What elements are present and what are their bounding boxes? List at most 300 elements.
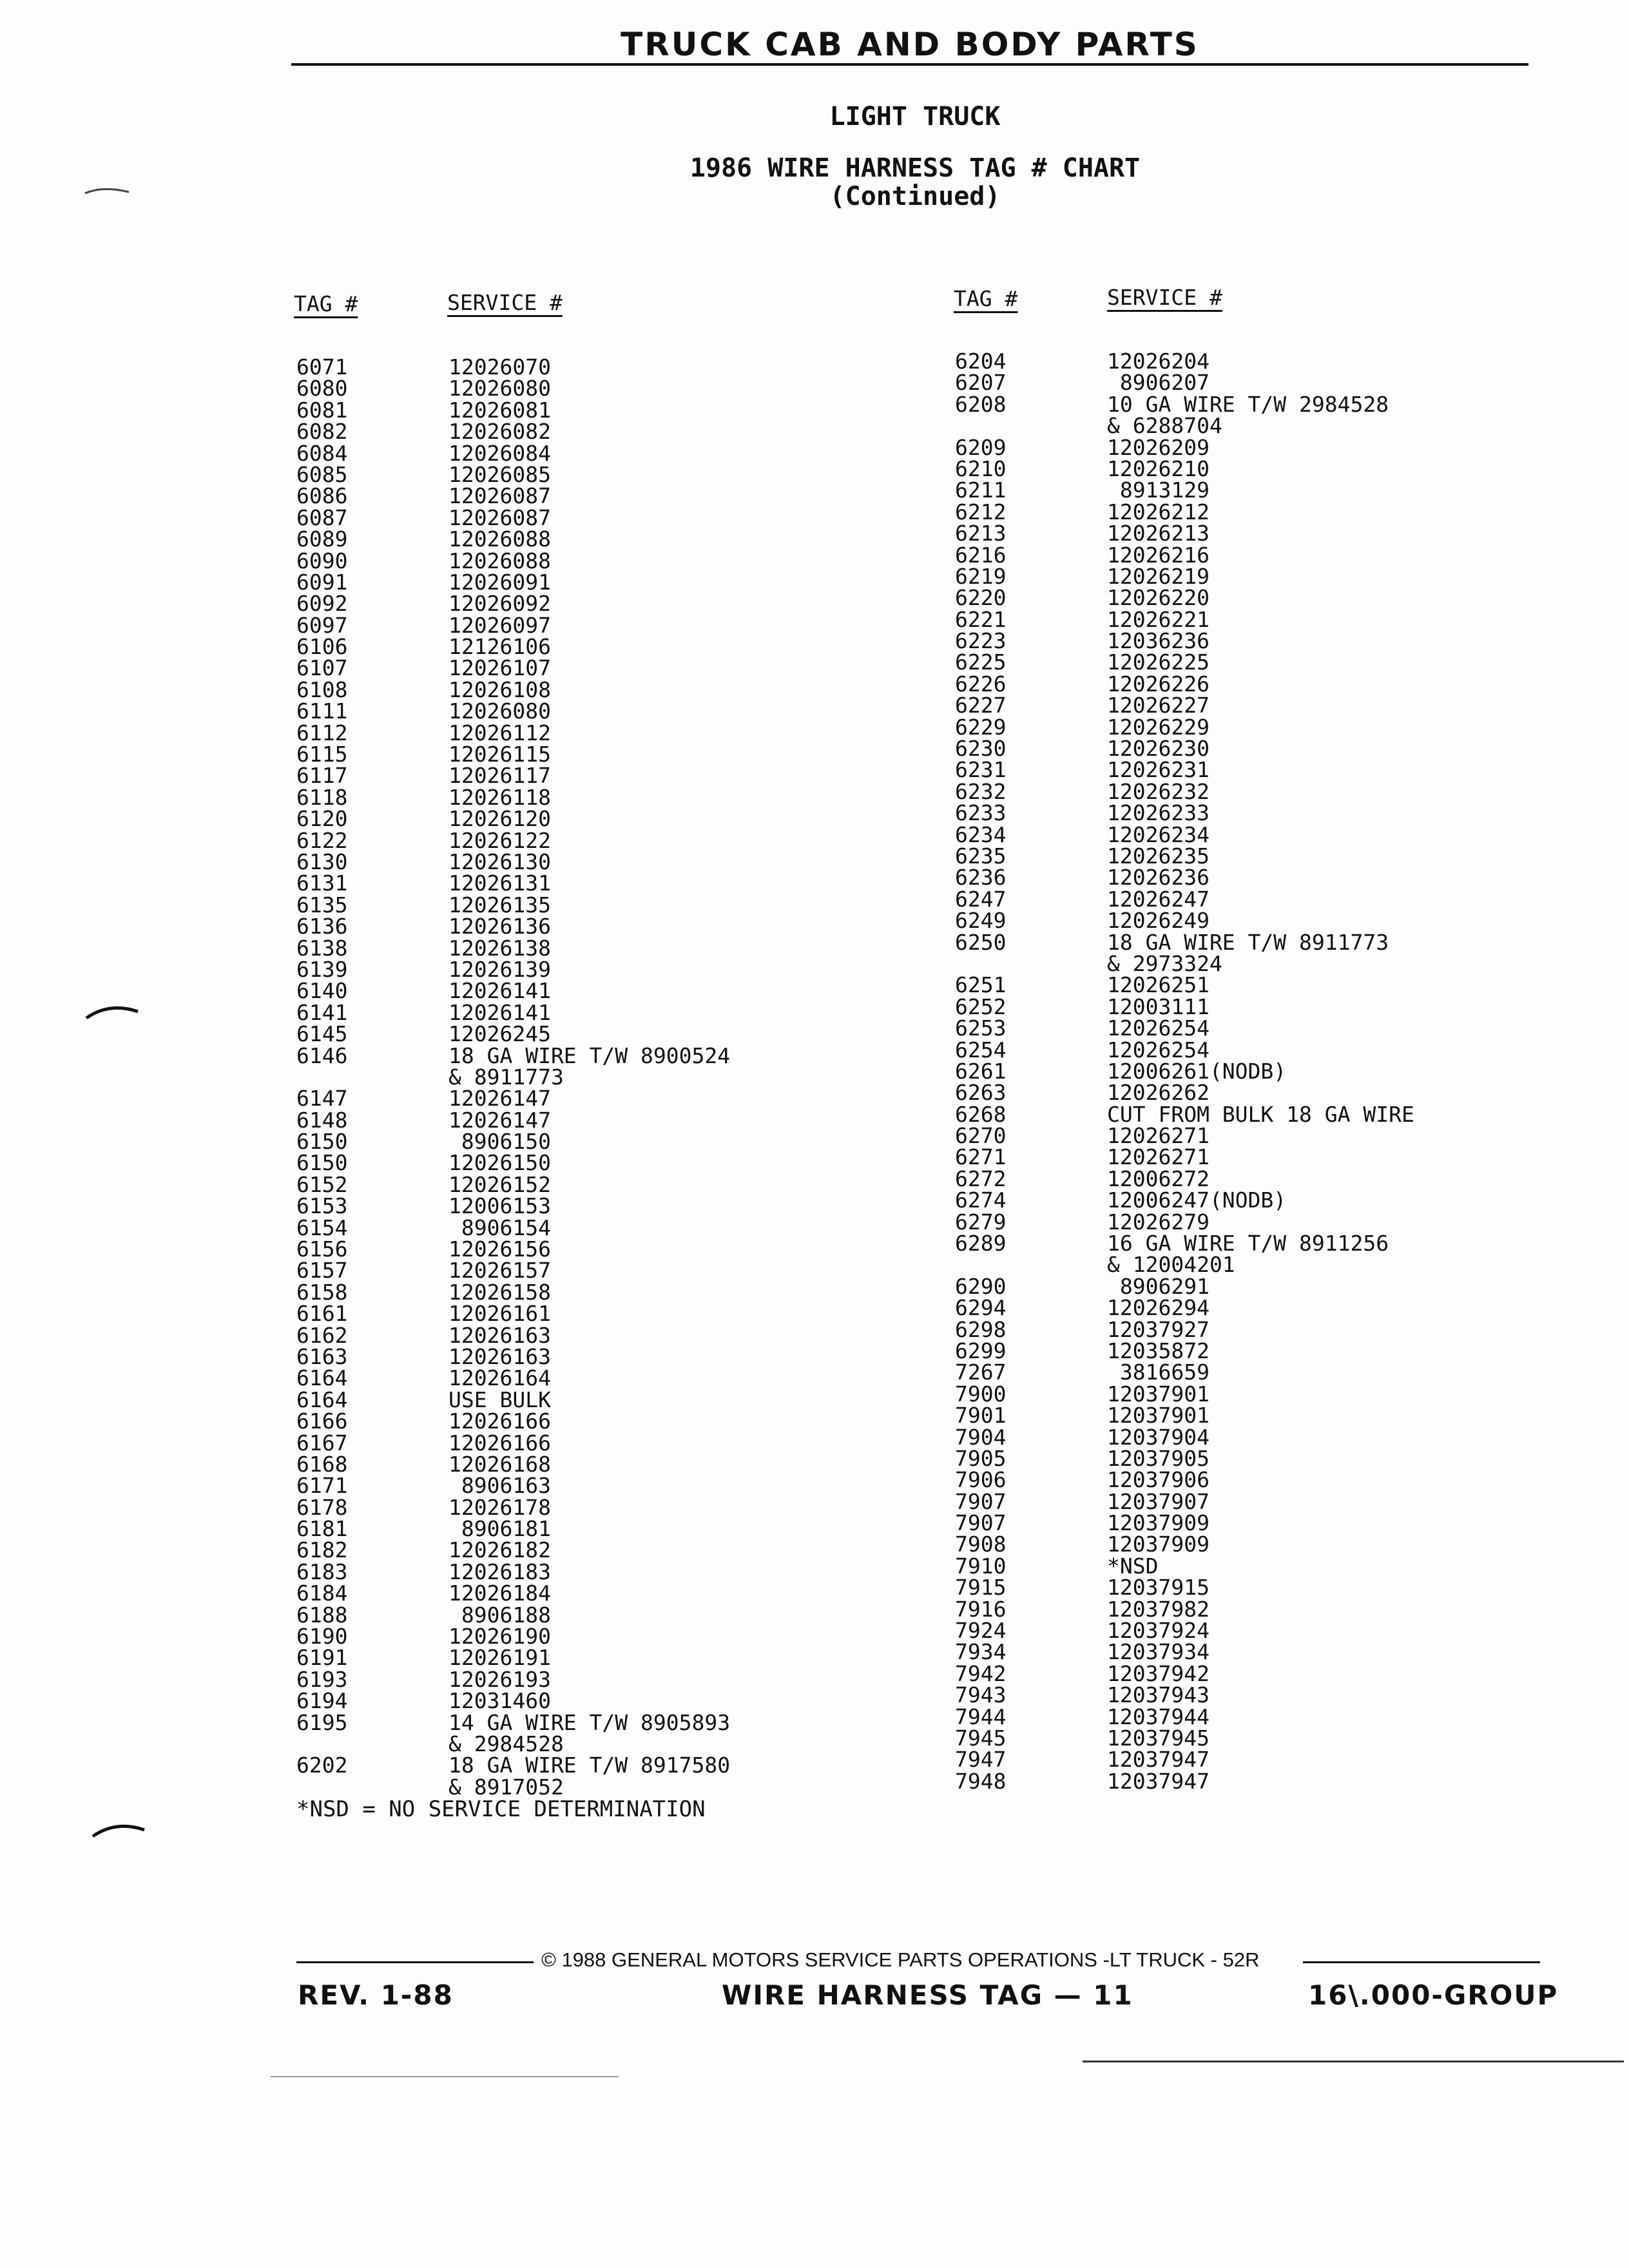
service-number: 12026234 bbox=[1107, 822, 1210, 847]
table-row bbox=[955, 351, 1535, 372]
table-row bbox=[955, 563, 1535, 589]
tag-number: 6191 bbox=[296, 1645, 348, 1671]
table-row bbox=[296, 1066, 876, 1088]
left-tag-header: TAG # bbox=[294, 291, 358, 316]
table-row bbox=[955, 886, 1535, 912]
table-row bbox=[955, 1488, 1535, 1514]
table-row bbox=[955, 1618, 1535, 1644]
service-number: 12026229 bbox=[1107, 714, 1210, 740]
service-number: 12026139 bbox=[448, 956, 551, 982]
footer-copyright: © 1988 GENERAL MOTORS SERVICE PARTS OPERATIONS -LT TRUCK - 52R bbox=[541, 1948, 1260, 1971]
tag-number: 6213 bbox=[955, 521, 1007, 546]
table-row bbox=[955, 778, 1535, 804]
tag-number: 6164 bbox=[296, 1387, 348, 1412]
table-row bbox=[955, 800, 1535, 826]
table-row bbox=[296, 700, 876, 722]
service-number: 12026213 bbox=[1107, 521, 1210, 546]
tag-number: 6226 bbox=[955, 671, 1007, 697]
nsd-note: *NSD = NO SERVICE DETERMINATION bbox=[296, 1796, 706, 1822]
footer-rule-left bbox=[296, 1961, 534, 1963]
service-number: 8906163 bbox=[448, 1473, 551, 1499]
tag-number: 7924 bbox=[955, 1618, 1007, 1644]
service-number: 12026085 bbox=[448, 461, 551, 487]
table-row bbox=[296, 978, 876, 1004]
table-row bbox=[955, 1361, 1535, 1383]
tag-number: 6298 bbox=[955, 1316, 1007, 1342]
scan-line-left bbox=[271, 2076, 619, 2077]
table-row bbox=[296, 1582, 876, 1604]
table-row bbox=[296, 827, 876, 853]
service-number: 12026254 bbox=[1107, 1037, 1210, 1062]
tag-number: 6274 bbox=[955, 1187, 1007, 1213]
tag-number: 6138 bbox=[296, 935, 348, 961]
table-row bbox=[955, 908, 1535, 934]
tag-number: 6091 bbox=[296, 569, 348, 595]
tag-number: 6118 bbox=[296, 784, 348, 810]
table-row bbox=[296, 461, 876, 487]
table-row bbox=[955, 1017, 1535, 1039]
page-title: TRUCK CAB AND BODY PARTS bbox=[621, 26, 1199, 63]
left-service-header: SERVICE # bbox=[447, 290, 563, 315]
table-row bbox=[296, 1193, 876, 1219]
table-row bbox=[955, 1211, 1535, 1233]
tag-number: 6202 bbox=[296, 1753, 348, 1778]
service-number: 12026108 bbox=[448, 677, 551, 702]
footer-group: 16\.000-GROUP bbox=[1308, 1979, 1559, 2011]
table-row bbox=[955, 1189, 1535, 1211]
tag-number: 6195 bbox=[296, 1709, 348, 1735]
tag-number: 6150 bbox=[296, 1129, 348, 1155]
tag-number: 6183 bbox=[296, 1559, 348, 1584]
service-number: 12037906 bbox=[1107, 1467, 1210, 1493]
table-row bbox=[955, 1747, 1535, 1773]
subtitle: LIGHT TRUCK bbox=[829, 102, 1001, 131]
table-row bbox=[955, 1555, 1535, 1577]
service-number: 12026080 bbox=[448, 376, 551, 401]
service-number: 12037907 bbox=[1107, 1488, 1210, 1514]
tag-number: 6225 bbox=[955, 649, 1007, 675]
service-number: 12026130 bbox=[448, 849, 551, 874]
service-number: 12026157 bbox=[448, 1258, 551, 1283]
table-row bbox=[955, 1039, 1535, 1061]
service-number: 14 GA WIRE T/W 8905893 bbox=[448, 1709, 731, 1735]
tag-number: 6115 bbox=[296, 742, 348, 767]
tag-number: 6221 bbox=[955, 606, 1007, 632]
table-row bbox=[955, 1445, 1535, 1471]
service-number: 12006247(NODB) bbox=[1107, 1187, 1287, 1213]
table-row bbox=[296, 1733, 876, 1754]
tag-number: 6080 bbox=[296, 376, 348, 401]
service-number: 12026150 bbox=[448, 1150, 551, 1176]
service-number: 8906154 bbox=[448, 1215, 551, 1240]
service-number: 12006261(NODB) bbox=[1107, 1058, 1287, 1084]
table-row bbox=[296, 1604, 876, 1626]
table-row bbox=[296, 894, 876, 916]
tag-number: 7906 bbox=[955, 1467, 1007, 1493]
table-row bbox=[296, 1776, 876, 1798]
service-number: 12026236 bbox=[1107, 865, 1210, 890]
table-row bbox=[296, 1688, 876, 1714]
table-row bbox=[955, 628, 1535, 654]
table-row bbox=[955, 757, 1535, 783]
tag-number: 6211 bbox=[955, 477, 1007, 503]
table-row bbox=[296, 1754, 876, 1776]
tag-number: 6178 bbox=[296, 1494, 348, 1520]
service-number: 12026087 bbox=[448, 505, 551, 530]
table-row bbox=[296, 1238, 876, 1260]
table-row bbox=[955, 458, 1535, 479]
service-number: 12026168 bbox=[448, 1451, 551, 1477]
service-number: 12026220 bbox=[1107, 585, 1210, 611]
service-number: 12026091 bbox=[448, 569, 551, 595]
service-number: 12026152 bbox=[448, 1171, 551, 1197]
service-number: 12026080 bbox=[448, 698, 551, 724]
tag-number: 6227 bbox=[955, 693, 1007, 718]
service-number: 12126106 bbox=[448, 634, 551, 660]
table-row bbox=[296, 744, 876, 765]
table-row bbox=[296, 1451, 876, 1477]
table-row bbox=[296, 399, 876, 421]
tag-number: 6152 bbox=[296, 1171, 348, 1197]
service-number: 12026190 bbox=[448, 1624, 551, 1649]
table-row bbox=[955, 1123, 1535, 1149]
footer-revision: REV. 1-88 bbox=[298, 1979, 454, 2011]
table-row bbox=[296, 1645, 876, 1671]
table-row bbox=[296, 419, 876, 445]
tag-number: 7948 bbox=[955, 1768, 1007, 1794]
table-row bbox=[296, 1171, 876, 1197]
tag-number: 7267 bbox=[955, 1360, 1007, 1385]
tag-number: 6145 bbox=[296, 1021, 348, 1047]
chart-title: 1986 WIRE HARNESS TAG # CHART bbox=[689, 153, 1141, 183]
table-row bbox=[296, 806, 876, 832]
service-number: 12031460 bbox=[448, 1688, 551, 1714]
service-number: 12037901 bbox=[1107, 1403, 1210, 1428]
table-row bbox=[296, 1494, 876, 1520]
chart-subtitle: (Continued) bbox=[829, 182, 1001, 211]
service-number: 8906188 bbox=[448, 1602, 551, 1628]
service-number: 10 GA WIRE T/W 2984528 bbox=[1107, 391, 1389, 417]
tag-number: 6233 bbox=[955, 800, 1007, 826]
tag-number: 6117 bbox=[296, 763, 348, 789]
service-number: 12026233 bbox=[1107, 800, 1210, 826]
service-number: 12026227 bbox=[1107, 693, 1210, 718]
service-number: 12026092 bbox=[448, 591, 551, 617]
tag-number: 6157 bbox=[296, 1258, 348, 1283]
tag-number: 6220 bbox=[955, 585, 1007, 611]
table-row bbox=[955, 501, 1535, 523]
table-row bbox=[296, 1217, 876, 1238]
tag-number: 6194 bbox=[296, 1688, 348, 1714]
table-row bbox=[296, 591, 876, 617]
tag-number: 6158 bbox=[296, 1279, 348, 1305]
table-row bbox=[296, 356, 876, 378]
table-row bbox=[296, 1666, 876, 1692]
service-number: & 2984528 bbox=[448, 1731, 564, 1756]
tag-number: 6231 bbox=[955, 757, 1007, 783]
table-row bbox=[296, 1626, 876, 1647]
table-row bbox=[296, 1260, 876, 1281]
table-row bbox=[955, 929, 1535, 955]
table-row bbox=[955, 391, 1535, 417]
service-number: 12026158 bbox=[448, 1279, 551, 1305]
table-row bbox=[296, 1561, 876, 1582]
table-row bbox=[296, 1021, 876, 1047]
service-number: 12037924 bbox=[1107, 1618, 1210, 1644]
tag-number: 6106 bbox=[296, 634, 348, 660]
table-row bbox=[955, 1660, 1535, 1686]
tag-number: 6108 bbox=[296, 677, 348, 702]
table-row bbox=[955, 1233, 1535, 1254]
table-row bbox=[955, 585, 1535, 611]
table-row bbox=[296, 483, 876, 509]
service-number: 12026271 bbox=[1107, 1144, 1210, 1170]
service-number: 12026294 bbox=[1107, 1295, 1210, 1321]
service-number: 12026254 bbox=[1107, 1015, 1210, 1041]
table-row bbox=[296, 722, 876, 744]
service-number: & 12004201 bbox=[1107, 1252, 1235, 1278]
service-number: 12006153 bbox=[448, 1193, 551, 1219]
table-row bbox=[955, 1080, 1535, 1106]
table-row bbox=[955, 695, 1535, 716]
service-number: 12026156 bbox=[448, 1236, 551, 1262]
service-number: 12035872 bbox=[1107, 1338, 1210, 1363]
tag-number: 6249 bbox=[955, 908, 1007, 934]
tag-number: 6219 bbox=[955, 563, 1007, 589]
service-number: 8906291 bbox=[1107, 1273, 1210, 1299]
tag-number: 6272 bbox=[955, 1166, 1007, 1191]
tag-number: 6236 bbox=[955, 865, 1007, 890]
tag-number: 6082 bbox=[296, 419, 348, 445]
service-number: 12036236 bbox=[1107, 628, 1210, 654]
service-number: 12026166 bbox=[448, 1408, 551, 1434]
service-number: 12037905 bbox=[1107, 1445, 1210, 1471]
service-number: 12037934 bbox=[1107, 1639, 1210, 1665]
tag-number: 6254 bbox=[955, 1037, 1007, 1062]
table-row bbox=[955, 370, 1535, 396]
tag-number: 6148 bbox=[296, 1107, 348, 1133]
service-number: 12037944 bbox=[1107, 1704, 1210, 1729]
service-number: 12037927 bbox=[1107, 1316, 1210, 1342]
service-number: 12026178 bbox=[448, 1494, 551, 1520]
tag-number: 7915 bbox=[955, 1575, 1007, 1600]
table-row bbox=[955, 867, 1535, 888]
service-number: 12026225 bbox=[1107, 649, 1210, 675]
table-row bbox=[296, 1432, 876, 1454]
tag-number: 6268 bbox=[955, 1101, 1007, 1127]
tag-number: 6131 bbox=[296, 870, 348, 896]
table-row bbox=[296, 937, 876, 959]
tag-number: 6153 bbox=[296, 1193, 348, 1219]
tag-number: 6112 bbox=[296, 720, 348, 745]
table-row bbox=[296, 440, 876, 466]
tag-number: 6092 bbox=[296, 591, 348, 617]
service-number: 12026219 bbox=[1107, 563, 1210, 589]
tag-number: 6141 bbox=[296, 999, 348, 1025]
service-number: 12026070 bbox=[448, 354, 551, 380]
service-number: 8913129 bbox=[1107, 477, 1210, 503]
tag-number: 6294 bbox=[955, 1295, 1007, 1321]
footer-section: WIRE HARNESS TAG — 11 bbox=[722, 1979, 1133, 2011]
service-number: 12026147 bbox=[448, 1107, 551, 1133]
table-row bbox=[296, 378, 876, 399]
service-number: 12026166 bbox=[448, 1430, 551, 1456]
tag-number: 6253 bbox=[955, 1015, 1007, 1041]
margin-mark-2 bbox=[84, 999, 142, 1024]
service-number: 12026117 bbox=[448, 763, 551, 789]
table-row bbox=[955, 1727, 1535, 1749]
service-number: 12026141 bbox=[448, 978, 551, 1004]
service-number: 12026084 bbox=[448, 440, 551, 466]
tag-number: 7942 bbox=[955, 1660, 1007, 1686]
left-parts-list bbox=[296, 356, 876, 1798]
service-number: 8906207 bbox=[1107, 370, 1210, 396]
tag-number: 7910 bbox=[955, 1553, 1007, 1579]
tag-number: 6168 bbox=[296, 1451, 348, 1477]
service-number: 12026245 bbox=[448, 1021, 551, 1047]
tag-number: 6107 bbox=[296, 655, 348, 681]
table-row bbox=[296, 550, 876, 572]
service-number: 12037901 bbox=[1107, 1381, 1210, 1407]
service-number: 12026182 bbox=[448, 1537, 551, 1563]
service-number: 12026183 bbox=[448, 1559, 551, 1584]
tag-number: 6089 bbox=[296, 526, 348, 552]
service-number: 12026131 bbox=[448, 870, 551, 896]
table-row bbox=[955, 1146, 1535, 1168]
tag-number: 6164 bbox=[296, 1365, 348, 1391]
margin-mark-3 bbox=[90, 1817, 148, 1843]
service-number: 12026107 bbox=[448, 655, 551, 681]
table-row bbox=[296, 1150, 876, 1176]
table-row bbox=[955, 479, 1535, 501]
tag-number: 6090 bbox=[296, 548, 348, 573]
table-row bbox=[296, 612, 876, 638]
tag-number: 6184 bbox=[296, 1581, 348, 1606]
service-number: 12037945 bbox=[1107, 1725, 1210, 1751]
tag-number: 6251 bbox=[955, 972, 1007, 998]
table-row bbox=[955, 606, 1535, 632]
tag-number: 6084 bbox=[296, 440, 348, 466]
table-row bbox=[296, 763, 876, 789]
table-row bbox=[955, 1058, 1535, 1084]
service-number: 12037904 bbox=[1107, 1424, 1210, 1450]
table-row bbox=[955, 1639, 1535, 1665]
table-row bbox=[296, 784, 876, 810]
service-number: 12026115 bbox=[448, 742, 551, 767]
service-number: 12026088 bbox=[448, 548, 551, 573]
tag-number: 6162 bbox=[296, 1322, 348, 1348]
footer-rule-right bbox=[1303, 1961, 1540, 1963]
table-row bbox=[955, 972, 1535, 998]
service-number: 12026120 bbox=[448, 806, 551, 832]
table-row bbox=[955, 523, 1535, 544]
service-number: 12026138 bbox=[448, 935, 551, 961]
tag-number: 7905 bbox=[955, 1445, 1007, 1471]
service-number: 12026204 bbox=[1107, 349, 1210, 374]
service-number: & 2973324 bbox=[1107, 950, 1222, 976]
service-number: 12026135 bbox=[448, 892, 551, 918]
tag-number: 6161 bbox=[296, 1301, 348, 1327]
service-number: 12026147 bbox=[448, 1086, 551, 1111]
service-number: 12026163 bbox=[448, 1343, 551, 1369]
service-number: 12026271 bbox=[1107, 1123, 1210, 1149]
tag-number: 6181 bbox=[296, 1516, 348, 1542]
table-row bbox=[955, 1295, 1535, 1321]
tag-number: 6097 bbox=[296, 612, 348, 638]
service-number: 12026279 bbox=[1107, 1209, 1210, 1235]
tag-number: 6252 bbox=[955, 994, 1007, 1019]
table-row bbox=[955, 1577, 1535, 1598]
tag-number: 6299 bbox=[955, 1338, 1007, 1363]
table-row bbox=[296, 569, 876, 595]
service-number: 18 GA WIRE T/W 8911773 bbox=[1107, 929, 1389, 955]
table-row bbox=[955, 1168, 1535, 1189]
tag-number: 7947 bbox=[955, 1747, 1007, 1773]
tag-number: 6136 bbox=[296, 914, 348, 939]
tag-number: 7907 bbox=[955, 1488, 1007, 1514]
table-row bbox=[296, 1516, 876, 1542]
tag-number: 7943 bbox=[955, 1682, 1007, 1708]
table-row bbox=[955, 1596, 1535, 1622]
service-number: 12026191 bbox=[448, 1645, 551, 1671]
service-number: USE BULK bbox=[448, 1387, 551, 1412]
tag-number: 7908 bbox=[955, 1532, 1007, 1557]
scan-line-right bbox=[1083, 2061, 1624, 2062]
service-number: 12003111 bbox=[1107, 994, 1210, 1019]
service-number: 3816659 bbox=[1107, 1360, 1210, 1385]
service-number: 12037947 bbox=[1107, 1747, 1210, 1773]
tag-number: 6171 bbox=[296, 1473, 348, 1499]
tag-number: 6111 bbox=[296, 698, 348, 724]
tag-number: 6166 bbox=[296, 1408, 348, 1434]
table-row bbox=[296, 1322, 876, 1348]
service-number: 12037947 bbox=[1107, 1768, 1210, 1794]
table-row bbox=[955, 1273, 1535, 1299]
table-row bbox=[955, 1533, 1535, 1555]
tag-number: 6271 bbox=[955, 1144, 1007, 1170]
tag-number: 6207 bbox=[955, 370, 1007, 396]
tag-number: 6234 bbox=[955, 822, 1007, 847]
service-number: 12037943 bbox=[1107, 1682, 1210, 1708]
tag-number: 7934 bbox=[955, 1639, 1007, 1665]
tag-number: 7901 bbox=[955, 1403, 1007, 1428]
table-row bbox=[296, 1107, 876, 1133]
table-row bbox=[955, 1510, 1535, 1536]
table-row bbox=[296, 1410, 876, 1432]
service-number: 12026163 bbox=[448, 1322, 551, 1348]
service-number: 12026097 bbox=[448, 612, 551, 638]
service-number: 8906181 bbox=[448, 1516, 551, 1542]
table-row bbox=[955, 1467, 1535, 1493]
tag-number: 6229 bbox=[955, 714, 1007, 740]
table-row bbox=[955, 434, 1535, 460]
table-row bbox=[296, 851, 876, 872]
tag-number: 6150 bbox=[296, 1150, 348, 1176]
table-row bbox=[955, 1768, 1535, 1794]
table-row bbox=[296, 1279, 876, 1305]
tag-number: 6122 bbox=[296, 827, 348, 853]
tag-number: 6270 bbox=[955, 1123, 1007, 1149]
service-number: 12026212 bbox=[1107, 499, 1210, 524]
service-number: 12026088 bbox=[448, 526, 551, 552]
service-number: 12037982 bbox=[1107, 1596, 1210, 1622]
tag-number: 6290 bbox=[955, 1273, 1007, 1299]
service-number: 12026247 bbox=[1107, 886, 1210, 912]
tag-number: 6235 bbox=[955, 843, 1007, 869]
service-number: 12037915 bbox=[1107, 1575, 1210, 1600]
service-number: 12026232 bbox=[1107, 778, 1210, 804]
table-row bbox=[955, 1684, 1535, 1706]
